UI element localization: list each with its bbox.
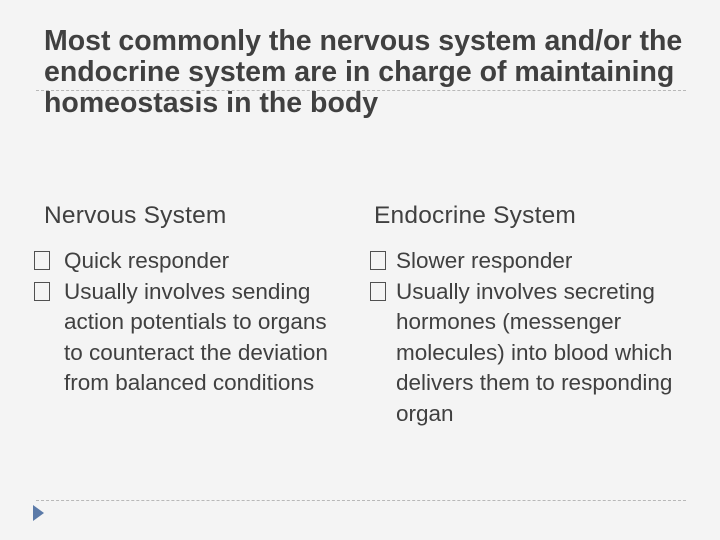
bullet-text: Quick responder — [64, 248, 230, 273]
bullet-text: Usually involves sending action potentials to organs to counteract the deviation from balanced conditions — [64, 278, 328, 395]
nervous-system-bullets — [30, 246, 350, 399]
column-heading-endocrine-system: Endocrine System — [374, 202, 577, 229]
list-item — [370, 246, 700, 277]
footer-divider — [36, 500, 686, 501]
endocrine-system-column — [370, 200, 700, 429]
bullet-text: Usually involves secreting hormones (messenger molecules) into blood which delivers them to responding organ — [396, 278, 673, 426]
list-item — [370, 277, 700, 430]
triangle-right-icon — [33, 505, 44, 521]
endocrine-system-bullets — [370, 246, 700, 429]
column-heading-nervous-system: Nervous System — [44, 202, 227, 229]
box-bullet-icon — [34, 282, 50, 301]
box-bullet-icon — [370, 251, 386, 270]
box-bullet-icon — [370, 282, 386, 301]
nervous-system-column — [30, 200, 350, 399]
title-divider — [36, 90, 686, 91]
list-item — [30, 246, 350, 277]
box-bullet-icon — [34, 251, 50, 270]
list-item — [30, 277, 350, 399]
slide-title: Most commonly the nervous system and/or the endocrine system are in charge of maintaining homeostasis in the body — [44, 25, 683, 119]
bullet-text: Slower responder — [396, 248, 573, 273]
